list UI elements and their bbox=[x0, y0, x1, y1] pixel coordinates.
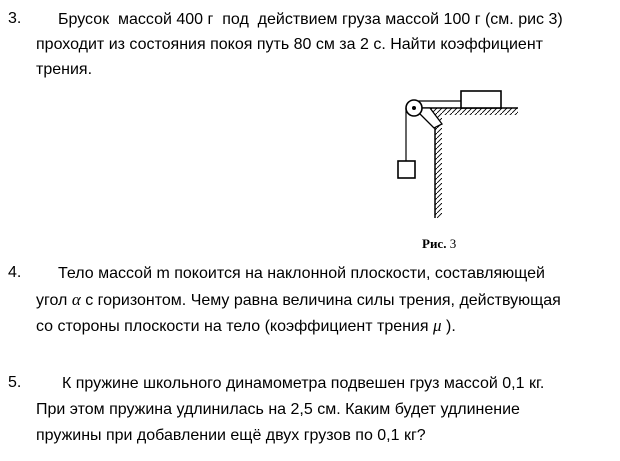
pulley-axle bbox=[412, 106, 416, 110]
figure-caption bbox=[422, 236, 456, 252]
table-wall bbox=[435, 115, 442, 218]
problem-text-line: со стороны плоскости на тело (коэффициент трения μ ). bbox=[36, 316, 456, 335]
problem-text-line: угол α с горизонтом. Чему равна величина силы трения, действующая bbox=[36, 290, 561, 309]
problem-text-line: пружины при добавлении ещё двух грузов по 0,1 кг? bbox=[36, 427, 426, 444]
alpha-symbol: α bbox=[71, 290, 81, 309]
hanging-weight bbox=[398, 161, 415, 178]
problem-text-line: Тело массой m покоится на наклонной плоскости, составляющей bbox=[58, 265, 545, 282]
problem-text-line: К пружине школьного динамометра подвешен груз массой 0,1 кг. bbox=[62, 375, 545, 392]
figure-pulley-diagram bbox=[392, 88, 518, 218]
problem-text-line: трения. bbox=[36, 61, 93, 78]
block-on-table bbox=[461, 91, 501, 108]
mu-symbol: μ bbox=[433, 316, 442, 335]
problem-number: 3. bbox=[8, 10, 22, 27]
problem-text-line: проходит из состояния покоя путь 80 см за 2 с. Найти коэффициент bbox=[36, 36, 543, 53]
problem-text-line: Брусок массой 400 г под действием груза массой 100 г (см. рис 3) bbox=[58, 11, 563, 28]
problem-text-line: При этом пружина удлинилась на 2,5 см. Каким будет удлинение bbox=[36, 401, 520, 418]
figure-caption-number: 3 bbox=[449, 236, 457, 251]
problem-number: 4. bbox=[8, 264, 22, 281]
figure-caption-label: Рис. bbox=[422, 236, 447, 251]
table-surface bbox=[422, 108, 518, 115]
problem-number: 5. bbox=[8, 374, 22, 391]
